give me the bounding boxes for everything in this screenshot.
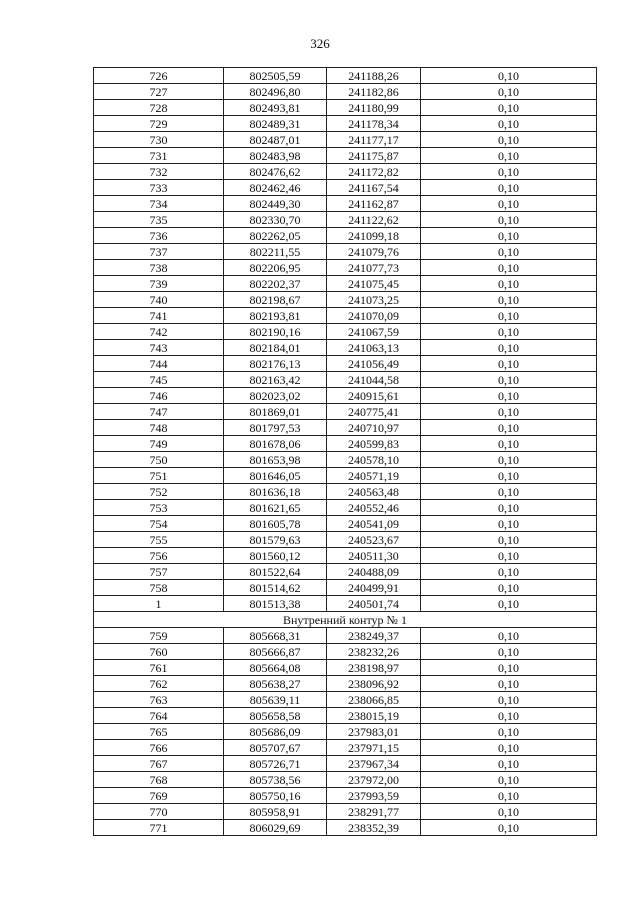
x-coordinate-cell: 801605,78 <box>224 516 327 532</box>
table-row <box>94 548 597 564</box>
precision-value-cell: 0,10 <box>421 196 597 212</box>
precision-value-cell: 0,10 <box>421 484 597 500</box>
precision-value-cell: 0,10 <box>421 580 597 596</box>
precision-value-cell: 0,10 <box>421 468 597 484</box>
point-number-cell: 745 <box>94 372 224 388</box>
precision-value-cell: 0,10 <box>421 548 597 564</box>
point-number-cell: 748 <box>94 420 224 436</box>
y-coordinate-cell: 241188,26 <box>327 68 421 84</box>
point-number-cell: 753 <box>94 500 224 516</box>
x-coordinate-cell: 801797,53 <box>224 420 327 436</box>
table-row <box>94 436 597 452</box>
point-number-cell: 744 <box>94 356 224 372</box>
precision-value-cell: 0,10 <box>421 708 597 724</box>
x-coordinate-cell: 802023,02 <box>224 388 327 404</box>
table-row <box>94 644 597 660</box>
x-coordinate-cell: 802462,46 <box>224 180 327 196</box>
table-row <box>94 292 597 308</box>
x-coordinate-cell: 806029,69 <box>224 820 327 836</box>
table-row <box>94 804 597 820</box>
y-coordinate-cell: 241172,82 <box>327 164 421 180</box>
point-number-cell: 755 <box>94 532 224 548</box>
table-row <box>94 164 597 180</box>
y-coordinate-cell: 241167,54 <box>327 180 421 196</box>
x-coordinate-cell: 802176,13 <box>224 356 327 372</box>
point-number-cell: 746 <box>94 388 224 404</box>
precision-value-cell: 0,10 <box>421 628 597 644</box>
precision-value-cell: 0,10 <box>421 404 597 420</box>
x-coordinate-cell: 802449,30 <box>224 196 327 212</box>
precision-value-cell: 0,10 <box>421 228 597 244</box>
y-coordinate-cell: 238249,37 <box>327 628 421 644</box>
y-coordinate-cell: 241075,45 <box>327 276 421 292</box>
point-number-cell: 731 <box>94 148 224 164</box>
y-coordinate-cell: 241122,62 <box>327 212 421 228</box>
point-number-cell: 747 <box>94 404 224 420</box>
point-number-cell: 1 <box>94 596 224 612</box>
y-coordinate-cell: 238232,26 <box>327 644 421 660</box>
precision-value-cell: 0,10 <box>421 308 597 324</box>
precision-value-cell: 0,10 <box>421 660 597 676</box>
precision-value-cell: 0,10 <box>421 564 597 580</box>
point-number-cell: 749 <box>94 436 224 452</box>
table-row <box>94 468 597 484</box>
table-row <box>94 660 597 676</box>
y-coordinate-cell: 241178,34 <box>327 116 421 132</box>
section-header-body <box>94 612 597 628</box>
x-coordinate-cell: 802211,55 <box>224 244 327 260</box>
x-coordinate-cell: 801513,38 <box>224 596 327 612</box>
table-row <box>94 276 597 292</box>
y-coordinate-cell: 241044,58 <box>327 372 421 388</box>
point-number-cell: 737 <box>94 244 224 260</box>
point-number-cell: 759 <box>94 628 224 644</box>
x-coordinate-cell: 801522,64 <box>224 564 327 580</box>
x-coordinate-cell: 802489,31 <box>224 116 327 132</box>
point-number-cell: 752 <box>94 484 224 500</box>
x-coordinate-cell: 801653,98 <box>224 452 327 468</box>
point-number-cell: 769 <box>94 788 224 804</box>
x-coordinate-cell: 801514,62 <box>224 580 327 596</box>
y-coordinate-cell: 241067,59 <box>327 324 421 340</box>
point-number-cell: 742 <box>94 324 224 340</box>
x-coordinate-cell: 805639,11 <box>224 692 327 708</box>
y-coordinate-cell: 238198,97 <box>327 660 421 676</box>
table-row <box>94 628 597 644</box>
y-coordinate-cell: 240499,91 <box>327 580 421 596</box>
table-row <box>94 180 597 196</box>
y-coordinate-cell: 240541,09 <box>327 516 421 532</box>
x-coordinate-cell: 801646,05 <box>224 468 327 484</box>
y-coordinate-cell: 237993,59 <box>327 788 421 804</box>
point-number-cell: 726 <box>94 68 224 84</box>
table-row <box>94 196 597 212</box>
table-row <box>94 820 597 836</box>
precision-value-cell: 0,10 <box>421 804 597 820</box>
point-number-cell: 733 <box>94 180 224 196</box>
y-coordinate-cell: 241180,99 <box>327 100 421 116</box>
y-coordinate-cell: 240599,83 <box>327 436 421 452</box>
precision-value-cell: 0,10 <box>421 292 597 308</box>
x-coordinate-cell: 802184,01 <box>224 340 327 356</box>
x-coordinate-cell: 802193,81 <box>224 308 327 324</box>
y-coordinate-cell: 237967,34 <box>327 756 421 772</box>
x-coordinate-cell: 802262,05 <box>224 228 327 244</box>
point-number-cell: 735 <box>94 212 224 228</box>
precision-value-cell: 0,10 <box>421 772 597 788</box>
point-number-cell: 756 <box>94 548 224 564</box>
table-row <box>94 516 597 532</box>
precision-value-cell: 0,10 <box>421 116 597 132</box>
point-number-cell: 760 <box>94 644 224 660</box>
point-number-cell: 729 <box>94 116 224 132</box>
precision-value-cell: 0,10 <box>421 740 597 756</box>
precision-value-cell: 0,10 <box>421 276 597 292</box>
point-number-cell: 727 <box>94 84 224 100</box>
x-coordinate-cell: 802202,37 <box>224 276 327 292</box>
y-coordinate-cell: 240915,61 <box>327 388 421 404</box>
precision-value-cell: 0,10 <box>421 452 597 468</box>
x-coordinate-cell: 801678,06 <box>224 436 327 452</box>
y-coordinate-cell: 241079,76 <box>327 244 421 260</box>
precision-value-cell: 0,10 <box>421 372 597 388</box>
point-number-cell: 766 <box>94 740 224 756</box>
precision-value-cell: 0,10 <box>421 788 597 804</box>
point-number-cell: 730 <box>94 132 224 148</box>
table-row <box>94 244 597 260</box>
x-coordinate-cell: 801636,18 <box>224 484 327 500</box>
precision-value-cell: 0,10 <box>421 340 597 356</box>
table-row <box>94 708 597 724</box>
table-row <box>94 788 597 804</box>
x-coordinate-cell: 801579,63 <box>224 532 327 548</box>
y-coordinate-cell: 240578,10 <box>327 452 421 468</box>
table-row <box>94 324 597 340</box>
point-number-cell: 734 <box>94 196 224 212</box>
point-number-cell: 764 <box>94 708 224 724</box>
table-row <box>94 676 597 692</box>
table-row <box>94 740 597 756</box>
point-number-cell: 767 <box>94 756 224 772</box>
point-number-cell: 739 <box>94 276 224 292</box>
y-coordinate-cell: 240571,19 <box>327 468 421 484</box>
table-row <box>94 68 597 84</box>
precision-value-cell: 0,10 <box>421 212 597 228</box>
y-coordinate-cell: 241177,17 <box>327 132 421 148</box>
table-row <box>94 564 597 580</box>
page-number: 326 <box>310 36 330 51</box>
table-row <box>94 260 597 276</box>
table-row <box>94 500 597 516</box>
table-row <box>94 116 597 132</box>
table-row <box>94 484 597 500</box>
table-row <box>94 132 597 148</box>
point-number-cell: 771 <box>94 820 224 836</box>
point-number-cell: 741 <box>94 308 224 324</box>
table-row <box>94 724 597 740</box>
table-row <box>94 84 597 100</box>
table-row <box>94 148 597 164</box>
y-coordinate-cell: 241063,13 <box>327 340 421 356</box>
x-coordinate-cell: 805638,27 <box>224 676 327 692</box>
precision-value-cell: 0,10 <box>421 356 597 372</box>
x-coordinate-cell: 805666,87 <box>224 644 327 660</box>
precision-value-cell: 0,10 <box>421 692 597 708</box>
precision-value-cell: 0,10 <box>421 596 597 612</box>
y-coordinate-cell: 240501,74 <box>327 596 421 612</box>
precision-value-cell: 0,10 <box>421 532 597 548</box>
table-row <box>94 388 597 404</box>
x-coordinate-cell: 805750,16 <box>224 788 327 804</box>
x-coordinate-cell: 802198,67 <box>224 292 327 308</box>
y-coordinate-cell: 240511,30 <box>327 548 421 564</box>
precision-value-cell: 0,10 <box>421 724 597 740</box>
precision-value-cell: 0,10 <box>421 132 597 148</box>
point-number-cell: 740 <box>94 292 224 308</box>
y-coordinate-cell: 238096,92 <box>327 676 421 692</box>
precision-value-cell: 0,10 <box>421 500 597 516</box>
precision-value-cell: 0,10 <box>421 756 597 772</box>
precision-value-cell: 0,10 <box>421 516 597 532</box>
y-coordinate-cell: 238352,39 <box>327 820 421 836</box>
x-coordinate-cell: 805707,67 <box>224 740 327 756</box>
inner-contour-rows <box>94 628 597 836</box>
precision-value-cell: 0,10 <box>421 180 597 196</box>
x-coordinate-cell: 805686,09 <box>224 724 327 740</box>
y-coordinate-cell: 241070,09 <box>327 308 421 324</box>
x-coordinate-cell: 805738,56 <box>224 772 327 788</box>
precision-value-cell: 0,10 <box>421 84 597 100</box>
y-coordinate-cell: 240710,97 <box>327 420 421 436</box>
y-coordinate-cell: 241182,86 <box>327 84 421 100</box>
y-coordinate-cell: 240775,41 <box>327 404 421 420</box>
y-coordinate-cell: 240552,46 <box>327 500 421 516</box>
y-coordinate-cell: 237971,15 <box>327 740 421 756</box>
x-coordinate-cell: 802206,95 <box>224 260 327 276</box>
x-coordinate-cell: 801560,12 <box>224 548 327 564</box>
table-row <box>94 372 597 388</box>
point-number-cell: 758 <box>94 580 224 596</box>
precision-value-cell: 0,10 <box>421 644 597 660</box>
x-coordinate-cell: 802496,80 <box>224 84 327 100</box>
x-coordinate-cell: 802483,98 <box>224 148 327 164</box>
point-number-cell: 751 <box>94 468 224 484</box>
table-row <box>94 596 597 612</box>
y-coordinate-cell: 241056,49 <box>327 356 421 372</box>
point-number-cell: 732 <box>94 164 224 180</box>
x-coordinate-cell: 802505,59 <box>224 68 327 84</box>
y-coordinate-cell: 237972,00 <box>327 772 421 788</box>
precision-value-cell: 0,10 <box>421 244 597 260</box>
x-coordinate-cell: 802190,16 <box>224 324 327 340</box>
precision-value-cell: 0,10 <box>421 436 597 452</box>
table-row <box>94 308 597 324</box>
point-number-cell: 743 <box>94 340 224 356</box>
point-number-cell: 728 <box>94 100 224 116</box>
point-number-cell: 750 <box>94 452 224 468</box>
x-coordinate-cell: 805726,71 <box>224 756 327 772</box>
precision-value-cell: 0,10 <box>421 260 597 276</box>
section-header-row <box>94 612 597 628</box>
point-number-cell: 765 <box>94 724 224 740</box>
table-row <box>94 580 597 596</box>
table-row <box>94 100 597 116</box>
point-number-cell: 736 <box>94 228 224 244</box>
outer-contour-rows <box>94 68 597 612</box>
point-number-cell: 762 <box>94 676 224 692</box>
x-coordinate-cell: 802476,62 <box>224 164 327 180</box>
point-number-cell: 770 <box>94 804 224 820</box>
table-row <box>94 340 597 356</box>
y-coordinate-cell: 241099,18 <box>327 228 421 244</box>
table-row <box>94 404 597 420</box>
precision-value-cell: 0,10 <box>421 68 597 84</box>
y-coordinate-cell: 241073,25 <box>327 292 421 308</box>
x-coordinate-cell: 802330,70 <box>224 212 327 228</box>
table-row <box>94 420 597 436</box>
table-row <box>94 452 597 468</box>
precision-value-cell: 0,10 <box>421 420 597 436</box>
precision-value-cell: 0,10 <box>421 676 597 692</box>
precision-value-cell: 0,10 <box>421 148 597 164</box>
table-row <box>94 228 597 244</box>
table-row <box>94 692 597 708</box>
coordinates-table <box>93 67 597 836</box>
x-coordinate-cell: 802163,42 <box>224 372 327 388</box>
x-coordinate-cell: 805664,08 <box>224 660 327 676</box>
table-row <box>94 356 597 372</box>
y-coordinate-cell: 238291,77 <box>327 804 421 820</box>
precision-value-cell: 0,10 <box>421 388 597 404</box>
y-coordinate-cell: 238066,85 <box>327 692 421 708</box>
point-number-cell: 738 <box>94 260 224 276</box>
table-row <box>94 756 597 772</box>
precision-value-cell: 0,10 <box>421 324 597 340</box>
x-coordinate-cell: 801621,65 <box>224 500 327 516</box>
y-coordinate-cell: 241077,73 <box>327 260 421 276</box>
x-coordinate-cell: 805958,91 <box>224 804 327 820</box>
x-coordinate-cell: 802493,81 <box>224 100 327 116</box>
y-coordinate-cell: 240488,09 <box>327 564 421 580</box>
x-coordinate-cell: 801869,01 <box>224 404 327 420</box>
y-coordinate-cell: 241175,87 <box>327 148 421 164</box>
x-coordinate-cell: 802487,01 <box>224 132 327 148</box>
precision-value-cell: 0,10 <box>421 100 597 116</box>
table-row <box>94 772 597 788</box>
y-coordinate-cell: 240523,67 <box>327 532 421 548</box>
x-coordinate-cell: 805658,58 <box>224 708 327 724</box>
table-row <box>94 212 597 228</box>
x-coordinate-cell: 805668,31 <box>224 628 327 644</box>
point-number-cell: 754 <box>94 516 224 532</box>
y-coordinate-cell: 238015,19 <box>327 708 421 724</box>
section-title: Внутренний контур № 1 <box>94 612 597 628</box>
table-row <box>94 532 597 548</box>
point-number-cell: 768 <box>94 772 224 788</box>
precision-value-cell: 0,10 <box>421 820 597 836</box>
y-coordinate-cell: 237983,01 <box>327 724 421 740</box>
point-number-cell: 761 <box>94 660 224 676</box>
y-coordinate-cell: 240563,48 <box>327 484 421 500</box>
point-number-cell: 757 <box>94 564 224 580</box>
precision-value-cell: 0,10 <box>421 164 597 180</box>
y-coordinate-cell: 241162,87 <box>327 196 421 212</box>
point-number-cell: 763 <box>94 692 224 708</box>
